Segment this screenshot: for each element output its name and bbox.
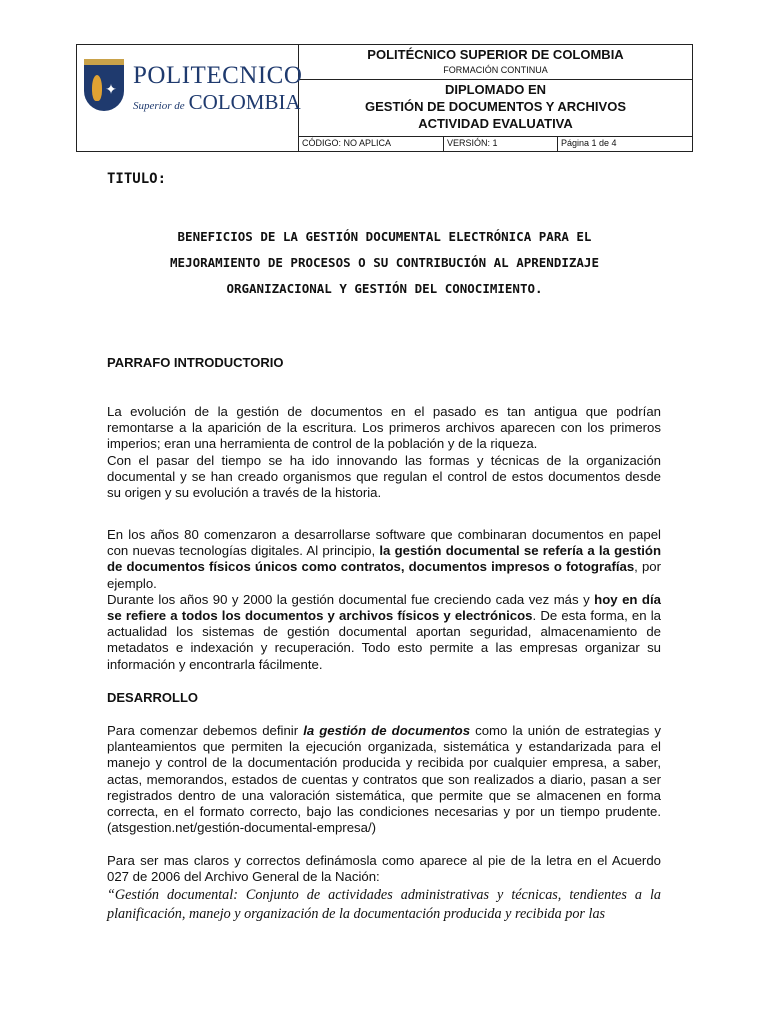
logo-text-top: POLITECNICO (133, 62, 303, 89)
history-paragraph (107, 527, 661, 673)
paragraph-2: Con el pasar del tiempo se ha ido innovando las formas y técnicas de la organización documental y se han creado organismos que regulan el control de estos documentos desde su origen y su evolución a través de la historia. (107, 452, 661, 501)
definition-paragraph (107, 723, 661, 836)
title-line-2: MEJORAMIENTO DE PROCESOS O SU CONTRIBUCIÓN AL APRENDIZAJE (170, 255, 599, 270)
page-cell: Página 1 de 4 (561, 138, 617, 148)
paragraph-4-bold: hoy en día se refiere a todos los documentos y archivos físicos y electrónicos (107, 591, 661, 624)
titulo-label: TITULO: (107, 171, 167, 187)
document-title (107, 224, 662, 302)
program-line-1: DIPLOMADO EN (444, 82, 547, 97)
paragraph-5-end: como la unión de estrategias y planteamientos que permiten la ejecución organizada, sistemática y estandarizada para el manejo y control de la documentación producida y recibida por cualquier empresa, a saber, actas, memorandos, estados de cuentas y contratos que son realizados a diario, pasan a ser registrados dentro de una valoración sistemática, que permite que se almacenen en forma correcta, en el formato correcto, bajo las condiciones necesarias y por un tiempo prudente. (atsgestion.net/gestión-documental-empresa/) (107, 723, 661, 836)
logo-badge: PSC (96, 59, 112, 65)
code-cell: CÓDIGO: NO APLICA (299, 137, 444, 151)
paragraph-4-start: Durante los años 90 y 2000 la gestión documental fue creciendo cada vez más y (107, 591, 595, 607)
institution-row (299, 45, 692, 80)
development-heading: DESARROLLO (107, 690, 198, 705)
title-line-3: ORGANIZACIONAL Y GESTIÓN DEL CONOCIMIENTO. (226, 281, 543, 296)
agreement-paragraph: Para ser mas claros y correctos definámosla como aparece al pie de la letra en el Acuerdo 027 de 2006 del Archivo General de la Nación: (107, 853, 661, 885)
title-line-1: BENEFICIOS DE LA GESTIÓN DOCUMENTAL ELECTRÓNICA PARA EL (177, 229, 592, 244)
logo-text-bottom (133, 91, 301, 117)
eagle-icon: ✦ (105, 81, 117, 97)
logo-text-sub: Superior de (133, 100, 185, 112)
paragraph-3-start: En los años 80 comenzaron a desarrollarse software que combinaran documentos en papel con nuevas tecnologías digitales. Al principio, (107, 527, 661, 559)
flame-icon (92, 75, 102, 101)
paragraph-4-end: . De esta forma, en la actualidad los sistemas de gestión documental aportan seguridad, almacenamiento de metadatos e indexación y recuperación. Todo esto permite a las empresas organizar su información y encontrarla fácilmente. (107, 608, 662, 672)
department-name: FORMACIÓN CONTINUA (443, 65, 548, 75)
paragraph-5-emphasis: la gestión de documentos (303, 723, 471, 738)
intro-paragraph (107, 404, 661, 501)
intro-heading: PARRAFO INTRODUCTORIO (107, 355, 284, 370)
shield-icon (84, 59, 124, 111)
logo-text-colombia: COLOMBIA (188, 90, 301, 114)
program-line-2: GESTIÓN DE DOCUMENTOS Y ARCHIVOS (364, 99, 626, 114)
paragraph-1: La evolución de la gestión de documentos en el pasado es tan antigua que podrían remontarse a la aparición de la escritura. Los primeros archivos aparecen con los primeros imperios; eran una herramienta de control de la población y de la riqueza. (107, 404, 661, 452)
version-cell: VERSIÓN: 1 (444, 137, 558, 151)
program-line-3: ACTIVIDAD EVALUATIVA (418, 116, 573, 131)
document-header-table (76, 44, 693, 152)
institution-logo (77, 45, 303, 151)
header-info (299, 45, 692, 151)
paragraph-3-end: , por ejemplo. (107, 559, 662, 591)
institution-name: POLITÉCNICO SUPERIOR DE COLOMBIA (367, 47, 624, 62)
definition-quote: “Gestión documental: Conjunto de actividades administrativas y técnicas, tendientes a la planificación, manejo y organización de la documentación producida y recibida por las (107, 887, 661, 922)
program-row (299, 80, 692, 137)
meta-row (299, 137, 692, 151)
paragraph-5-start: Para comenzar debemos definir (107, 723, 304, 738)
paragraph-3-bold: la gestión documental se refería a la gestión de documentos físicos únicos como contratos, documentos impresos o fotografías (107, 543, 662, 575)
